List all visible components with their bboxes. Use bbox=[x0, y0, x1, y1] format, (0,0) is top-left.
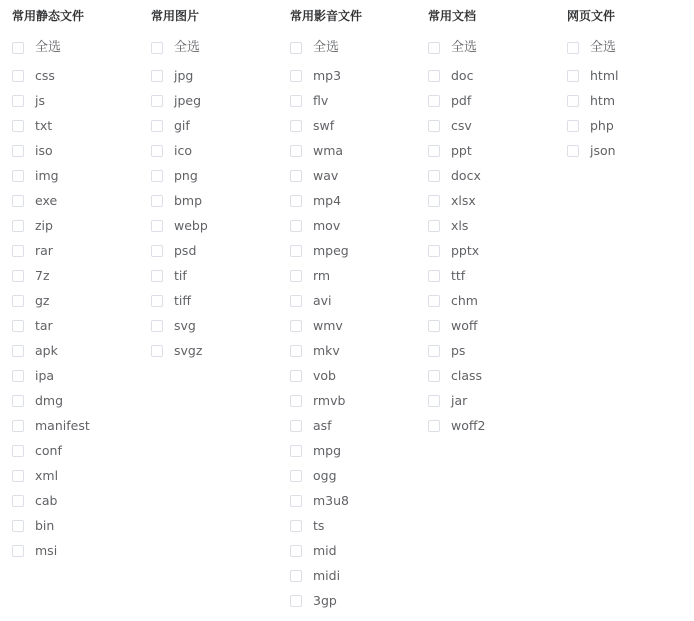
file-type-label: msi bbox=[35, 543, 58, 558]
file-type-checkbox[interactable] bbox=[12, 541, 57, 561]
file-type-checkbox[interactable] bbox=[567, 66, 618, 86]
select-all-checkbox[interactable] bbox=[151, 38, 200, 58]
column-title: 网页文件 bbox=[567, 9, 616, 23]
checkbox-box[interactable] bbox=[12, 495, 24, 507]
checkbox-box[interactable] bbox=[151, 245, 163, 257]
file-type-checkbox[interactable] bbox=[428, 166, 481, 186]
file-type-checkbox[interactable] bbox=[290, 341, 340, 361]
checkbox-box[interactable] bbox=[151, 120, 163, 132]
file-type-checkbox[interactable] bbox=[151, 191, 202, 211]
file-type-label: ico bbox=[174, 143, 192, 158]
file-type-checkbox[interactable] bbox=[151, 66, 193, 86]
checkbox-box[interactable] bbox=[290, 570, 302, 582]
checkbox-box[interactable] bbox=[12, 295, 24, 307]
file-type-checkbox[interactable] bbox=[151, 141, 192, 161]
file-type-label: pptx bbox=[451, 243, 480, 258]
file-type-label: tar bbox=[35, 318, 53, 333]
file-type-label: docx bbox=[451, 168, 481, 183]
file-type-label: cab bbox=[35, 493, 58, 508]
file-type-label: ts bbox=[313, 518, 325, 533]
file-type-checkbox[interactable] bbox=[12, 441, 62, 461]
checkbox-box[interactable] bbox=[12, 270, 24, 282]
file-type-checkbox[interactable] bbox=[151, 341, 202, 361]
checkbox-box[interactable] bbox=[428, 42, 440, 54]
checkbox-box[interactable] bbox=[290, 70, 302, 82]
file-type-label: svgz bbox=[174, 343, 203, 358]
file-type-label: m3u8 bbox=[313, 493, 350, 508]
file-type-checkbox[interactable] bbox=[151, 91, 201, 111]
file-type-label: webp bbox=[174, 218, 208, 233]
file-type-label: xlsx bbox=[451, 193, 476, 208]
file-type-checkbox[interactable] bbox=[12, 216, 53, 236]
file-type-checkbox[interactable] bbox=[290, 241, 349, 261]
file-type-label: conf bbox=[35, 443, 62, 458]
checkbox-box[interactable] bbox=[428, 95, 440, 107]
checkbox-box[interactable] bbox=[567, 120, 579, 132]
checkbox-box[interactable] bbox=[12, 70, 24, 82]
checkbox-box[interactable] bbox=[151, 42, 163, 54]
checkbox-box[interactable] bbox=[428, 120, 440, 132]
file-type-checkbox[interactable] bbox=[428, 391, 467, 411]
file-type-label: xls bbox=[451, 218, 469, 233]
file-type-label: ps bbox=[451, 343, 466, 358]
file-type-label: ttf bbox=[451, 268, 466, 283]
file-type-checkbox[interactable] bbox=[290, 466, 337, 486]
select-all-checkbox[interactable] bbox=[290, 38, 339, 58]
file-type-checkbox[interactable] bbox=[12, 166, 59, 186]
file-type-checkbox[interactable] bbox=[12, 366, 54, 386]
file-type-label: svg bbox=[174, 318, 196, 333]
file-type-checkbox[interactable] bbox=[151, 291, 191, 311]
file-type-checkbox[interactable] bbox=[428, 141, 472, 161]
select-all-checkbox[interactable] bbox=[12, 38, 61, 58]
column-title: 常用静态文件 bbox=[12, 9, 85, 23]
file-type-label: jpg bbox=[174, 68, 194, 83]
file-type-label: ogg bbox=[313, 468, 337, 483]
checkbox-box[interactable] bbox=[290, 370, 302, 382]
file-type-checkbox[interactable] bbox=[290, 66, 341, 86]
file-type-label: htm bbox=[590, 93, 615, 108]
checkbox-box[interactable] bbox=[428, 195, 440, 207]
checkbox-box[interactable] bbox=[428, 245, 440, 257]
checkbox-box[interactable] bbox=[290, 95, 302, 107]
file-type-checkbox[interactable] bbox=[567, 141, 616, 161]
checkbox-box[interactable] bbox=[12, 195, 24, 207]
checkbox-box[interactable] bbox=[12, 395, 24, 407]
file-type-checkbox[interactable] bbox=[151, 216, 208, 236]
file-type-checkbox[interactable] bbox=[290, 91, 328, 111]
file-type-label: jar bbox=[451, 393, 468, 408]
checkbox-box[interactable] bbox=[12, 120, 24, 132]
file-type-label: class bbox=[451, 368, 483, 383]
checkbox-box[interactable] bbox=[428, 420, 440, 432]
file-type-label: xml bbox=[35, 468, 59, 483]
file-type-label: flv bbox=[313, 93, 329, 108]
file-type-label: wav bbox=[313, 168, 339, 183]
checkbox-box[interactable] bbox=[428, 345, 440, 357]
file-type-checkbox[interactable] bbox=[290, 366, 336, 386]
checkbox-box[interactable] bbox=[12, 420, 24, 432]
file-type-label: chm bbox=[451, 293, 478, 308]
file-type-label: mkv bbox=[313, 343, 340, 358]
file-type-checkbox[interactable] bbox=[567, 116, 614, 136]
checkbox-box[interactable] bbox=[567, 145, 579, 157]
checkbox-box[interactable] bbox=[12, 470, 24, 482]
checkbox-box[interactable] bbox=[290, 145, 302, 157]
checkbox-box[interactable] bbox=[428, 295, 440, 307]
file-type-checkbox[interactable] bbox=[428, 91, 471, 111]
file-type-label: iso bbox=[35, 143, 53, 158]
column-title: 常用影音文件 bbox=[290, 9, 363, 23]
file-type-checkbox[interactable] bbox=[290, 566, 340, 586]
file-type-checkbox[interactable] bbox=[290, 216, 340, 236]
file-type-label: vob bbox=[313, 368, 336, 383]
file-type-label: wma bbox=[313, 143, 344, 158]
file-type-label: mid bbox=[313, 543, 337, 558]
file-type-label: midi bbox=[313, 568, 341, 583]
file-type-label: pdf bbox=[451, 93, 472, 108]
file-type-checkbox[interactable] bbox=[290, 166, 338, 186]
file-type-checkbox[interactable] bbox=[290, 316, 343, 336]
file-type-checkbox[interactable] bbox=[12, 116, 52, 136]
select-all-checkbox[interactable] bbox=[567, 38, 616, 58]
file-type-label: jpeg bbox=[174, 93, 202, 108]
file-type-checkbox[interactable] bbox=[12, 266, 50, 286]
file-type-checkbox[interactable] bbox=[12, 66, 55, 86]
checkbox-box[interactable] bbox=[12, 345, 24, 357]
checkbox-box[interactable] bbox=[428, 270, 440, 282]
file-type-checkbox[interactable] bbox=[12, 416, 90, 436]
checkbox-box[interactable] bbox=[151, 95, 163, 107]
checkbox-box[interactable] bbox=[290, 595, 302, 607]
file-type-label: bmp bbox=[174, 193, 203, 208]
file-type-label: rar bbox=[35, 243, 53, 258]
file-type-label: gif bbox=[174, 118, 190, 133]
checkbox-box[interactable] bbox=[12, 145, 24, 157]
file-type-label: js bbox=[35, 93, 45, 108]
file-type-checkbox[interactable] bbox=[428, 316, 477, 336]
checkbox-box[interactable] bbox=[428, 145, 440, 157]
checkbox-box[interactable] bbox=[151, 145, 163, 157]
file-type-checkbox[interactable] bbox=[428, 216, 468, 236]
checkbox-box[interactable] bbox=[290, 520, 302, 532]
file-type-checkbox[interactable] bbox=[151, 166, 198, 186]
checkbox-box[interactable] bbox=[567, 70, 579, 82]
file-type-checkbox[interactable] bbox=[290, 141, 343, 161]
checkbox-box[interactable] bbox=[290, 245, 302, 257]
file-type-checkbox[interactable] bbox=[151, 316, 196, 336]
file-type-checkbox[interactable] bbox=[290, 516, 324, 536]
checkbox-box[interactable] bbox=[12, 545, 24, 557]
checkbox-box[interactable] bbox=[151, 270, 163, 282]
file-type-checkbox[interactable] bbox=[428, 116, 472, 136]
file-type-checkbox[interactable] bbox=[12, 391, 63, 411]
file-type-label: swf bbox=[313, 118, 335, 133]
checkbox-box[interactable] bbox=[290, 295, 302, 307]
checkbox-box[interactable] bbox=[290, 445, 302, 457]
file-type-label: php bbox=[590, 118, 614, 133]
checkbox-box[interactable] bbox=[567, 42, 579, 54]
file-type-checkbox[interactable] bbox=[12, 341, 58, 361]
file-type-checkbox[interactable] bbox=[151, 266, 187, 286]
checkbox-box[interactable] bbox=[290, 195, 302, 207]
file-type-label: ipa bbox=[35, 368, 55, 383]
file-type-label: manifest bbox=[35, 418, 90, 433]
file-type-checkbox[interactable] bbox=[428, 66, 473, 86]
file-type-label: css bbox=[35, 68, 55, 83]
checkbox-box[interactable] bbox=[290, 270, 302, 282]
file-type-label: mpg bbox=[313, 443, 342, 458]
checkbox-box[interactable] bbox=[428, 320, 440, 332]
checkbox-box[interactable] bbox=[12, 520, 24, 532]
file-type-label: dmg bbox=[35, 393, 64, 408]
file-type-label: rmvb bbox=[313, 393, 346, 408]
file-type-checkbox[interactable] bbox=[428, 416, 485, 436]
file-type-label: ppt bbox=[451, 143, 472, 158]
file-type-label: mp3 bbox=[313, 68, 342, 83]
file-type-checkbox[interactable] bbox=[428, 291, 478, 311]
file-type-checkbox[interactable] bbox=[12, 291, 50, 311]
file-type-label: zip bbox=[35, 218, 53, 233]
checkbox-box[interactable] bbox=[290, 395, 302, 407]
checkbox-box[interactable] bbox=[290, 470, 302, 482]
file-type-checkbox[interactable] bbox=[290, 441, 341, 461]
file-type-label: gz bbox=[35, 293, 50, 308]
checkbox-box[interactable] bbox=[290, 42, 302, 54]
file-type-checkbox[interactable] bbox=[428, 341, 465, 361]
file-type-checkbox[interactable] bbox=[12, 91, 45, 111]
checkbox-box[interactable] bbox=[151, 320, 163, 332]
file-type-label: tiff bbox=[174, 293, 191, 308]
checkbox-box[interactable] bbox=[151, 70, 163, 82]
file-type-label: tif bbox=[174, 268, 187, 283]
checkbox-box[interactable] bbox=[151, 220, 163, 232]
file-type-checkbox[interactable] bbox=[290, 191, 341, 211]
select-all-label: 全选 bbox=[590, 40, 617, 55]
file-type-label: bin bbox=[35, 518, 55, 533]
file-type-checkbox[interactable] bbox=[12, 191, 57, 211]
checkbox-box[interactable] bbox=[567, 95, 579, 107]
file-type-checkbox[interactable] bbox=[151, 241, 196, 261]
file-type-label: mpeg bbox=[313, 243, 349, 258]
file-type-checkbox[interactable] bbox=[290, 291, 332, 311]
file-type-checkbox[interactable] bbox=[12, 466, 58, 486]
file-type-checkbox[interactable] bbox=[428, 266, 465, 286]
checkbox-box[interactable] bbox=[290, 170, 302, 182]
checkbox-box[interactable] bbox=[12, 42, 24, 54]
file-type-checkbox[interactable] bbox=[12, 316, 53, 336]
file-type-label: png bbox=[174, 168, 198, 183]
file-type-checkbox[interactable] bbox=[12, 491, 57, 511]
checkbox-box[interactable] bbox=[428, 395, 440, 407]
file-type-checkbox[interactable] bbox=[428, 366, 482, 386]
file-type-checkbox[interactable] bbox=[428, 241, 479, 261]
checkbox-box[interactable] bbox=[12, 170, 24, 182]
checkbox-box[interactable] bbox=[12, 95, 24, 107]
file-type-checkbox[interactable] bbox=[290, 391, 345, 411]
file-type-label: 7z bbox=[35, 268, 50, 283]
file-type-checkbox[interactable] bbox=[290, 116, 334, 136]
file-type-label: exe bbox=[35, 193, 58, 208]
checkbox-box[interactable] bbox=[12, 320, 24, 332]
file-type-label: 3gp bbox=[313, 593, 337, 608]
file-type-label: asf bbox=[313, 418, 332, 433]
file-type-checkbox[interactable] bbox=[12, 141, 53, 161]
file-type-label: psd bbox=[174, 243, 197, 258]
checkbox-box[interactable] bbox=[290, 545, 302, 557]
file-type-checkbox[interactable] bbox=[12, 241, 53, 261]
select-all-label: 全选 bbox=[35, 40, 62, 55]
checkbox-box[interactable] bbox=[12, 220, 24, 232]
file-type-label: txt bbox=[35, 118, 53, 133]
file-type-checkbox[interactable] bbox=[290, 266, 330, 286]
file-type-checkbox[interactable] bbox=[12, 516, 54, 536]
file-type-label: img bbox=[35, 168, 59, 183]
file-type-label: doc bbox=[451, 68, 474, 83]
checkbox-box[interactable] bbox=[290, 495, 302, 507]
checkbox-box[interactable] bbox=[12, 370, 24, 382]
file-type-label: rm bbox=[313, 268, 331, 283]
column-title: 常用文档 bbox=[428, 9, 477, 23]
checkbox-box[interactable] bbox=[290, 345, 302, 357]
file-type-label: html bbox=[590, 68, 619, 83]
select-all-checkbox[interactable] bbox=[428, 38, 477, 58]
checkbox-box[interactable] bbox=[290, 220, 302, 232]
file-type-checkbox[interactable] bbox=[290, 416, 332, 436]
column-title: 常用图片 bbox=[151, 9, 200, 23]
select-all-label: 全选 bbox=[451, 40, 478, 55]
file-type-checkbox[interactable] bbox=[567, 91, 615, 111]
file-type-label: csv bbox=[451, 118, 472, 133]
select-all-label: 全选 bbox=[174, 40, 201, 55]
file-type-checkbox[interactable] bbox=[151, 116, 190, 136]
file-type-checkbox[interactable] bbox=[290, 541, 337, 561]
checkbox-box[interactable] bbox=[428, 220, 440, 232]
file-type-label: mp4 bbox=[313, 193, 342, 208]
checkbox-box[interactable] bbox=[290, 420, 302, 432]
file-type-label: avi bbox=[313, 293, 332, 308]
file-type-checkbox[interactable] bbox=[290, 591, 337, 611]
checkbox-box[interactable] bbox=[151, 170, 163, 182]
checkbox-box[interactable] bbox=[151, 195, 163, 207]
file-type-label: woff bbox=[451, 318, 478, 333]
checkbox-box[interactable] bbox=[151, 345, 163, 357]
checkbox-box[interactable] bbox=[12, 445, 24, 457]
file-type-label: woff2 bbox=[451, 418, 486, 433]
file-type-label: apk bbox=[35, 343, 58, 358]
file-type-label: wmv bbox=[313, 318, 343, 333]
checkbox-box[interactable] bbox=[428, 170, 440, 182]
select-all-label: 全选 bbox=[313, 40, 340, 55]
checkbox-box[interactable] bbox=[290, 320, 302, 332]
file-type-checkbox[interactable] bbox=[428, 191, 476, 211]
checkbox-box[interactable] bbox=[428, 70, 440, 82]
checkbox-box[interactable] bbox=[290, 120, 302, 132]
checkbox-box[interactable] bbox=[428, 370, 440, 382]
checkbox-box[interactable] bbox=[12, 245, 24, 257]
checkbox-box[interactable] bbox=[151, 295, 163, 307]
file-type-label: json bbox=[590, 143, 616, 158]
file-type-checkbox[interactable] bbox=[290, 491, 349, 511]
file-type-label: mov bbox=[313, 218, 341, 233]
